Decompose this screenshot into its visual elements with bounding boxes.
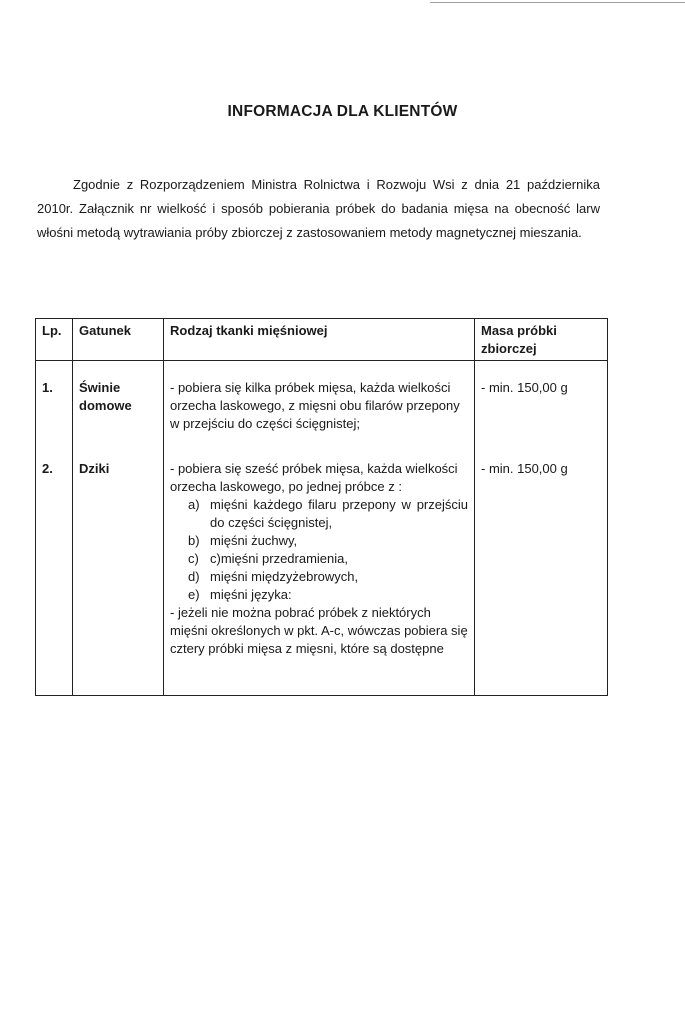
list-item-letter: a) <box>188 496 200 512</box>
row-number: 1. <box>36 361 73 448</box>
tissue-intro: - pobiera się sześć próbek mięsa, każda wielkości orzecha laskowego, po jednej próbce z : <box>170 460 458 494</box>
species-name: Dziki <box>73 448 164 696</box>
sample-mass: - min. 150,00 g <box>475 361 608 448</box>
list-item-letter: e) <box>188 586 200 602</box>
list-item <box>188 550 468 568</box>
header-gatunek: Gatunek <box>73 319 164 361</box>
list-item-text: c)mięśni przedramienia, <box>210 550 348 566</box>
sample-mass: - min. 150,00 g <box>475 448 608 696</box>
header-masa: Masa próbki zbiorczej <box>475 319 608 361</box>
list-item <box>188 496 468 532</box>
list-item-letter: c) <box>188 550 199 566</box>
list-item-text: mięśni żuchwy, <box>210 532 298 548</box>
table-row <box>36 361 608 448</box>
list-item-text: mięśni języka: <box>210 586 292 602</box>
list-item-letter: d) <box>188 568 200 584</box>
header-rodzaj: Rodzaj tkanki mięśniowej <box>164 319 475 361</box>
table-header-row <box>36 319 608 361</box>
muscle-list <box>170 496 468 604</box>
tissue-description <box>164 448 475 696</box>
row-number: 2. <box>36 448 73 696</box>
list-item-text: mięśni międzyżebrowych, <box>210 568 359 584</box>
list-item-letter: b) <box>188 532 200 548</box>
table-row <box>36 448 608 696</box>
tissue-outro: - jeżeli nie można pobrać próbek z niektórych mięśni określonych w pkt. A-c, wówczas pobiera się cztery próbki mięsa z mięsni, które są dostępne <box>170 604 468 656</box>
intro-paragraph: Zgodnie z Rozporządzeniem Ministra Rolnictwa i Rozwoju Wsi z dnia 21 października 2010r. Załącznik nr wielkość i sposób pobierania próbek do badania mięsa na obecność larw włośni metodą wytrawiania próby zbiorczej z zastosowaniem metody magnetycznej mieszania. <box>37 177 600 240</box>
list-item <box>188 586 468 604</box>
sampling-table <box>35 318 608 696</box>
species-name: Świnie domowe <box>73 361 164 448</box>
scan-edge-line <box>430 2 685 3</box>
list-item <box>188 532 468 550</box>
list-item-text: mięśni każdego filaru przepony w przejściu do części ścięgnistej, <box>210 496 468 530</box>
header-lp: Lp. <box>36 319 73 361</box>
list-item <box>188 568 468 586</box>
document-title: INFORMACJA DLA KLIENTÓW <box>227 103 458 121</box>
tissue-description: - pobiera się kilka próbek mięsa, każda wielkości orzecha laskowego, z mięsni obu filarów przepony w przejściu do części ścięgnistej; <box>164 361 475 448</box>
